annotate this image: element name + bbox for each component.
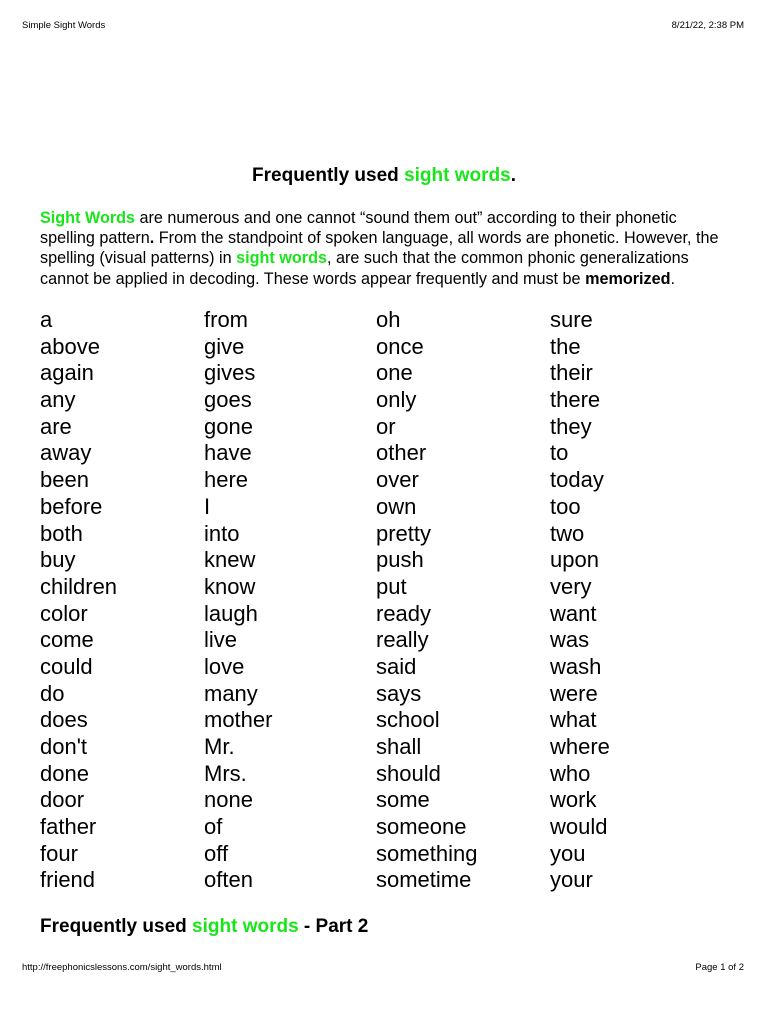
sight-word: a: [40, 307, 53, 332]
sight-word: I: [204, 493, 211, 519]
word-column-3: [376, 307, 478, 894]
sight-word: love: [204, 653, 245, 679]
sight-word: gives: [204, 360, 256, 386]
sight-word: gone: [204, 413, 253, 439]
sight-word: Mrs.: [204, 760, 247, 786]
sight-word: the: [550, 333, 581, 359]
sight-word: you: [550, 840, 586, 866]
sight-word: children: [40, 573, 118, 599]
sight-word: they: [550, 413, 592, 439]
title-suffix: .: [510, 165, 516, 186]
sight-word: been: [40, 467, 89, 493]
sight-word: to: [550, 440, 569, 466]
page-url: http://freephonicslessons.com/sight_words.html: [22, 962, 222, 973]
sight-word: of: [204, 814, 223, 840]
sight-word: other: [376, 440, 427, 466]
word-column-4: [550, 307, 610, 894]
sight-word: Mr.: [204, 734, 235, 759]
part2-suffix: - Part 2: [298, 916, 369, 937]
sight-word: what: [550, 707, 597, 733]
sight-word: someone: [376, 814, 467, 840]
print-timestamp: 8/21/22, 2:38 PM: [671, 20, 744, 31]
sight-word: four: [40, 840, 78, 866]
sight-word: or: [376, 413, 396, 439]
sight-word: into: [204, 520, 240, 546]
intro-dot: .: [149, 229, 155, 248]
sight-word: really: [376, 627, 429, 653]
sight-word: some: [376, 787, 430, 813]
sight-word: where: [550, 734, 610, 759]
print-header: [22, 20, 744, 31]
intro-text-2: From the standpoint of spoken language, all words are phonetic. However, the spelling (visual patterns) in: [40, 229, 719, 268]
sight-word: over: [376, 467, 419, 493]
sight-word: done: [40, 760, 89, 786]
part2-prefix: Frequently used: [40, 916, 193, 937]
sight-word: color: [40, 600, 88, 626]
sight-word: should: [376, 760, 441, 786]
intro-memorized: memorized: [585, 269, 671, 288]
sight-word: sure: [550, 307, 593, 332]
sight-word: says: [376, 680, 422, 706]
sight-word: away: [40, 440, 92, 466]
sight-word: wash: [550, 653, 602, 679]
sight-word: does: [40, 707, 88, 733]
sight-word: mother: [204, 707, 273, 733]
print-footer: [22, 962, 744, 973]
sight-word: goes: [204, 387, 252, 413]
sight-word: today: [550, 467, 604, 493]
sight-word: none: [204, 787, 253, 813]
sight-word: oh: [376, 307, 401, 332]
sight-word: both: [40, 520, 83, 546]
sight-word: would: [550, 814, 608, 840]
sight-word: put: [376, 573, 407, 599]
sight-word: have: [204, 440, 252, 466]
sight-word: school: [376, 707, 440, 733]
sight-word: their: [550, 360, 593, 386]
sight-word: any: [40, 387, 76, 413]
sight-word: do: [40, 680, 65, 706]
sight-word: one: [376, 360, 413, 386]
sight-word: friend: [40, 867, 96, 893]
sight-word: sometime: [376, 867, 472, 893]
title-prefix: Frequently used: [252, 165, 405, 186]
part2-highlight: sight words: [192, 916, 299, 937]
sight-word: own: [376, 493, 417, 519]
sight-word: above: [40, 333, 100, 359]
sight-word: father: [40, 814, 97, 840]
main-title: [0, 165, 768, 187]
sight-word: many: [204, 680, 258, 706]
sight-word: buy: [40, 547, 76, 573]
sight-word: ready: [376, 600, 432, 626]
sight-word: upon: [550, 547, 599, 573]
intro-text-1: are numerous and one cannot “sound them out” according to their phonetic spelling pattern: [40, 209, 677, 248]
title-highlight: sight words: [404, 165, 511, 186]
sight-word: before: [40, 493, 103, 519]
sight-word: often: [204, 867, 253, 893]
sight-word: door: [40, 787, 85, 813]
sight-word: want: [550, 600, 597, 626]
sight-word: could: [40, 653, 93, 679]
sight-word: pretty: [376, 520, 432, 546]
sight-word: very: [550, 573, 592, 599]
page-title: Simple Sight Words: [22, 20, 106, 31]
sight-word: were: [550, 680, 598, 706]
sight-word: was: [550, 627, 590, 653]
word-column-2: [204, 307, 272, 894]
sight-word: there: [550, 387, 601, 413]
intro-highlight-sight-words-2: sight words: [236, 249, 327, 268]
word-column-1: [40, 307, 117, 894]
sight-word: off: [204, 840, 229, 866]
sight-word: come: [40, 627, 94, 653]
intro-paragraph: [40, 208, 730, 289]
sight-word: who: [550, 760, 591, 786]
sight-word: again: [40, 360, 94, 386]
sight-word: something: [376, 840, 478, 866]
sight-word: too: [550, 493, 581, 519]
sight-word: live: [204, 627, 238, 653]
sight-word: give: [204, 333, 245, 359]
part2-heading: [40, 916, 368, 938]
sight-word: only: [376, 387, 417, 413]
sight-word: push: [376, 547, 424, 573]
sight-word: knew: [204, 547, 256, 573]
sight-word: laugh: [204, 600, 258, 626]
sight-word: your: [550, 867, 593, 893]
sight-word-list: [40, 307, 740, 897]
sight-word: once: [376, 333, 424, 359]
sight-word: from: [204, 307, 248, 332]
sight-word: know: [204, 573, 256, 599]
sight-word: said: [376, 653, 417, 679]
intro-text-4: .: [670, 269, 676, 288]
sight-word: here: [204, 467, 249, 493]
sight-word: shall: [376, 734, 422, 759]
sight-word: two: [550, 520, 585, 546]
page-number: Page 1 of 2: [695, 962, 744, 973]
sight-word: are: [40, 413, 72, 439]
intro-highlight-sight-words: Sight Words: [40, 209, 136, 227]
sight-word: work: [550, 787, 597, 813]
intro-text-3: , are such that the common phonic generalizations cannot be applied in decoding. These words appear frequently and must be: [40, 249, 689, 288]
sight-word: don't: [40, 734, 88, 759]
